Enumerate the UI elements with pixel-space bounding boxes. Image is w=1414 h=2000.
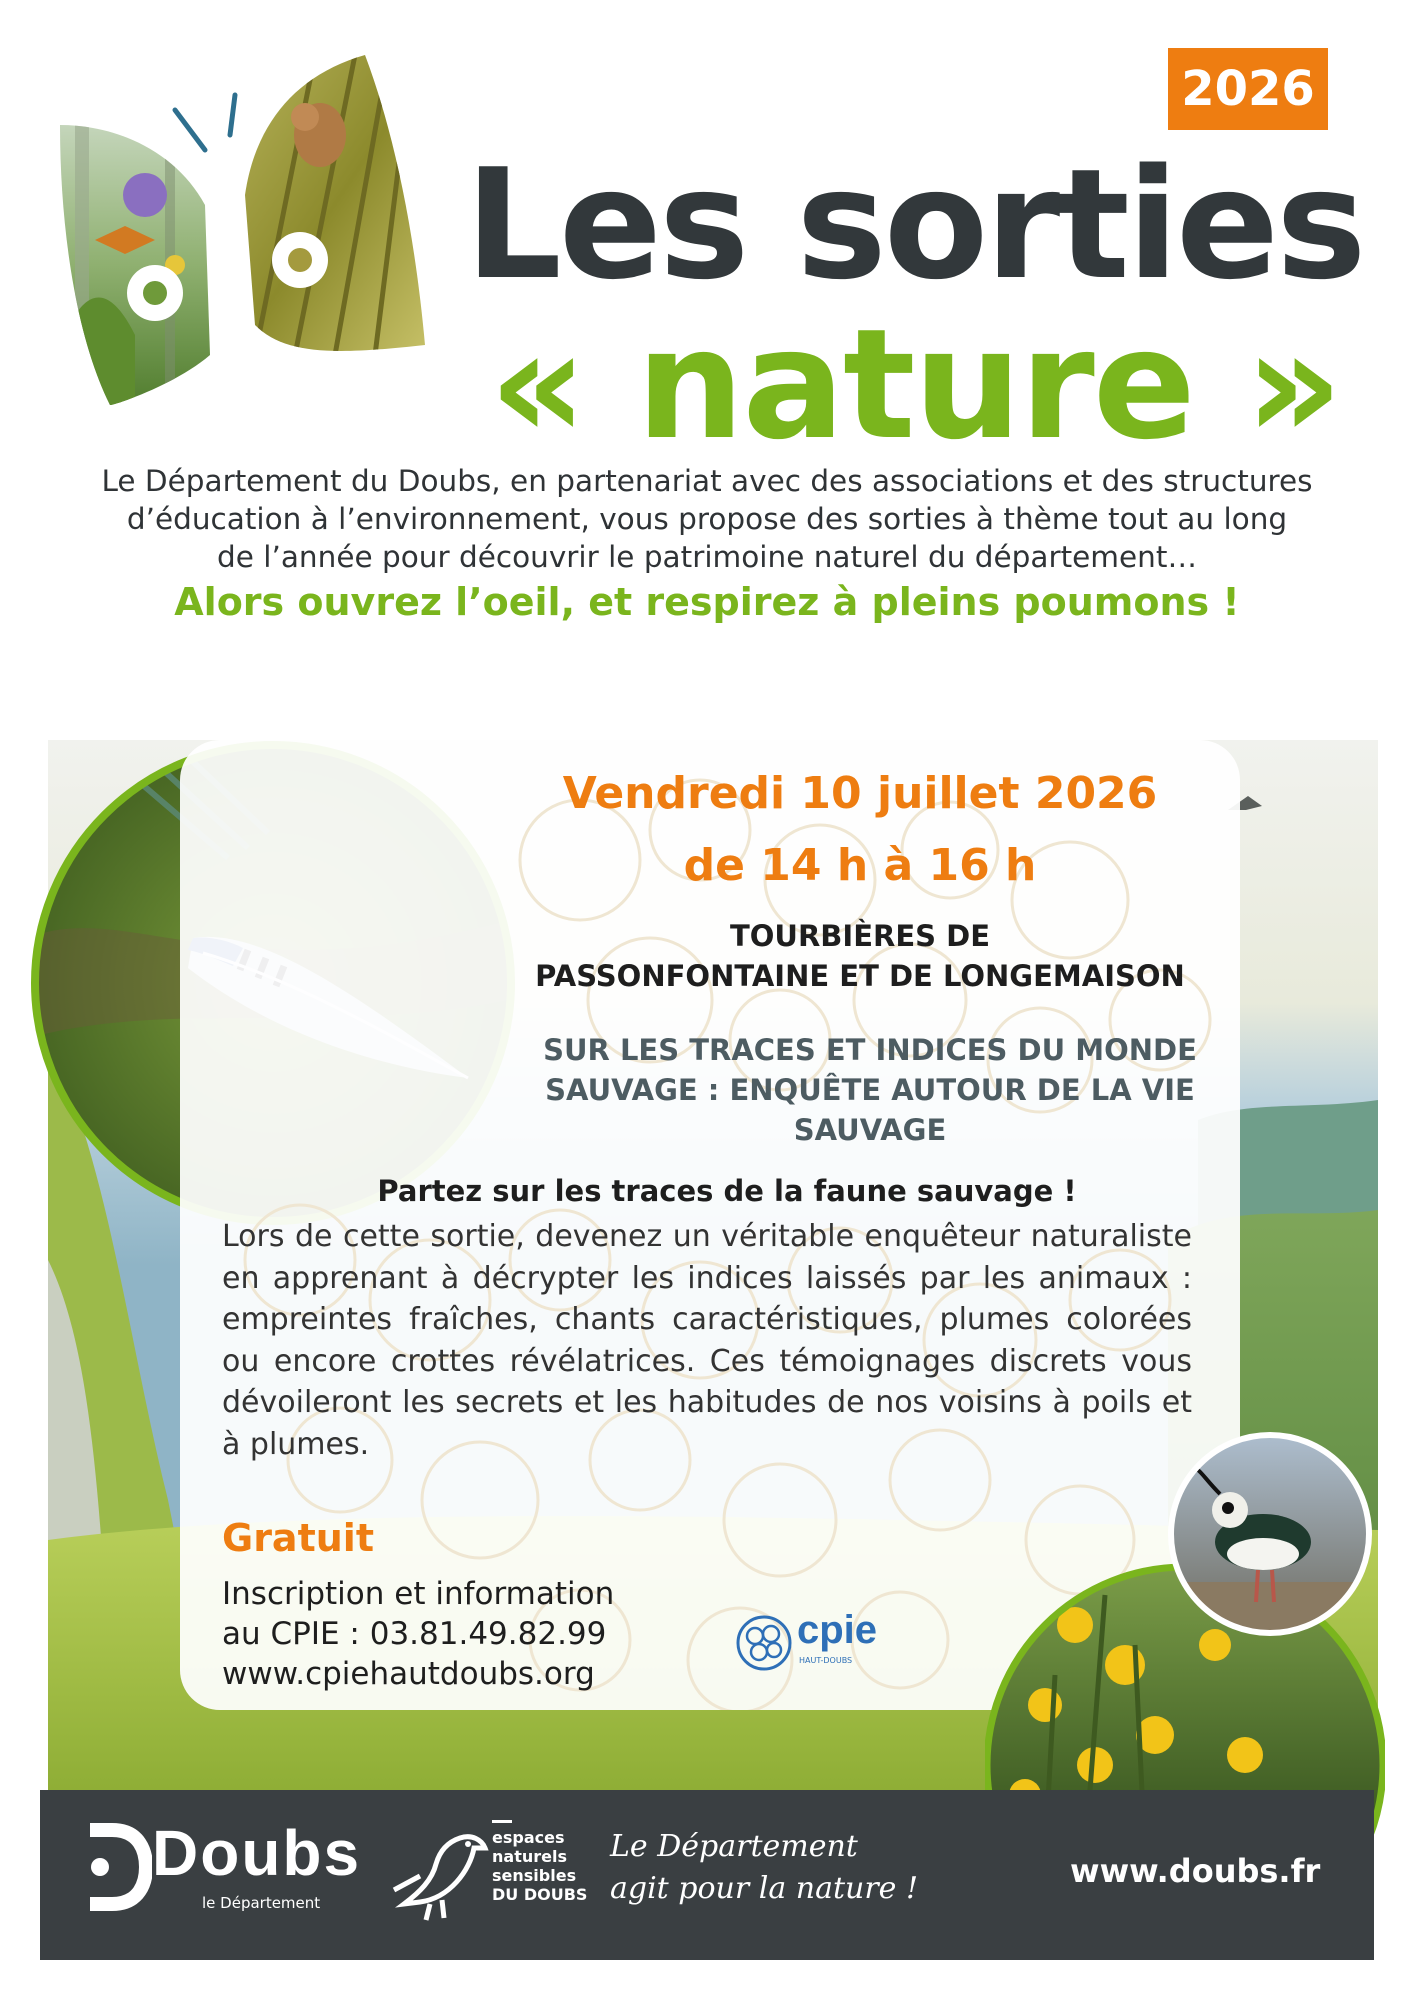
contact-line1: Inscription et information bbox=[222, 1576, 615, 1612]
event-contact bbox=[222, 1574, 742, 1694]
slogan-line1: Le Département bbox=[610, 1829, 858, 1864]
contact-phone: au CPIE : 03.81.49.82.99 bbox=[222, 1616, 607, 1652]
event-price: Gratuit bbox=[222, 1516, 374, 1560]
ens-bird-logo-icon bbox=[390, 1820, 490, 1930]
page-title-line1: Les sorties bbox=[465, 136, 1364, 313]
page-title-line2: « nature » bbox=[489, 296, 1341, 473]
contact-website[interactable]: www.cpiehautdoubs.org bbox=[222, 1656, 595, 1692]
event-theme-line3: SAUVAGE bbox=[793, 1113, 947, 1147]
cpie-sub: HAUT-DOUBS bbox=[799, 1656, 853, 1665]
footer-brand bbox=[152, 1816, 361, 1890]
footer-brand-sub: le Département bbox=[202, 1894, 321, 1912]
ens-line2: naturels bbox=[492, 1847, 567, 1866]
ens-bar bbox=[492, 1820, 512, 1823]
event-date-day: Vendredi 10 juillet 2026 bbox=[562, 768, 1158, 819]
slogan-line2: agit pour la nature ! bbox=[610, 1871, 919, 1906]
event-lead: Partez sur les traces de la faune sauvage ! bbox=[377, 1174, 1077, 1208]
cpie-emblem-icon bbox=[735, 1614, 793, 1672]
event-place-line1: TOURBIÈRES DE bbox=[729, 919, 991, 953]
event-time: de 14 h à 16 h bbox=[683, 840, 1037, 891]
intro-line2: d’éducation à l’environnement, vous propose des sorties à thème tout au long bbox=[126, 502, 1288, 536]
intro-line1: Le Département du Doubs, en partenariat avec des associations et des structures bbox=[101, 464, 1313, 498]
ens-line4: DU DOUBS bbox=[492, 1885, 588, 1904]
event-theme-line1: SUR LES TRACES ET INDICES DU MONDE bbox=[543, 1033, 1197, 1067]
ens-text bbox=[492, 1828, 587, 1904]
ens-line1: espaces bbox=[492, 1828, 565, 1847]
doubs-d-logo-icon bbox=[82, 1822, 152, 1912]
footer-brand-text: Doubs bbox=[152, 1817, 362, 1889]
intro-line3: de l’année pour découvrir le patrimoine naturel du département… bbox=[217, 540, 1197, 574]
ens-line3: sensibles bbox=[492, 1866, 577, 1885]
intro-text bbox=[50, 462, 1364, 576]
event-place bbox=[500, 916, 1220, 996]
event-place-line2: PASSONFONTAINE ET DE LONGEMAISON bbox=[535, 959, 1185, 993]
year-badge: 2026 bbox=[1168, 48, 1328, 130]
cpie-logo bbox=[735, 1608, 915, 1672]
event-theme-line2: SAUVAGE : ENQUÊTE AUTOUR DE LA VIE bbox=[545, 1073, 1195, 1107]
footer-bar bbox=[40, 1790, 1374, 1960]
footer-slogan bbox=[610, 1826, 918, 1910]
cpie-name: cpie bbox=[797, 1608, 878, 1652]
event-description: Lors de cette sortie, devenez un véritable enquêteur naturaliste en apprenant à décrypter les indices laissés par les animaux : empreintes fraîches, chants caractéristiques, plumes colorées ou encore crottes révélatrices. Ces témoignages discrets vous dévoileront les secrets et les habitudes de nos voisins à poils et à plumes. bbox=[222, 1219, 1192, 1462]
nature-sorties-logo bbox=[55, 55, 435, 415]
event-date bbox=[500, 758, 1220, 902]
event-theme bbox=[520, 1030, 1220, 1150]
intro-tagline: Alors ouvrez l’oeil, et respirez à pleins poumons ! bbox=[174, 580, 1240, 624]
lapwing-bird-photo bbox=[1168, 1432, 1373, 1637]
footer-website-link[interactable]: www.doubs.fr bbox=[1070, 1852, 1321, 1890]
